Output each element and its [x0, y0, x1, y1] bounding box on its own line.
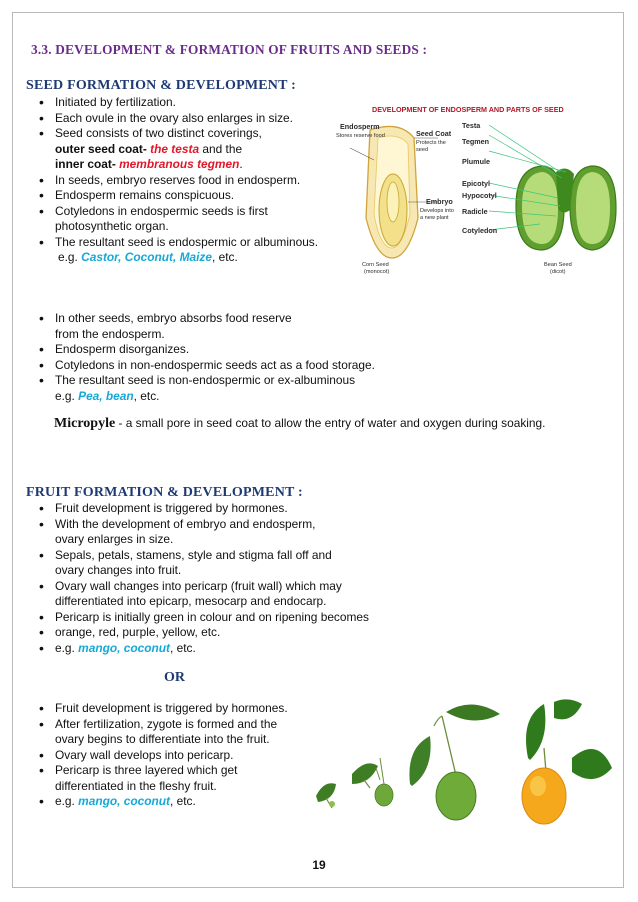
list-item: • Seed consists of two distinct coverings, outer seed coat- the testa and the inner coat- membranous tegmen.	[38, 126, 338, 173]
list-item: • Endosperm remains conspicuous.	[38, 188, 338, 204]
list-item: • orange, red, purple, yellow, etc.	[38, 625, 418, 641]
fruit-development-illustration	[306, 688, 622, 828]
label-corn-type: (monocot)	[364, 269, 390, 275]
label-cotyledon: Cotyledon	[462, 226, 498, 235]
page-number: 19	[312, 858, 326, 872]
micropyle-definition: Micropyle - a small pore in seed coat to allow the entry of water and oxygen during soaking.	[54, 416, 546, 431]
label-plumule: Plumule	[462, 157, 490, 166]
seed-bullet-list	[38, 95, 338, 250]
seed-example-endospermic: e.g. Castor, Coconut, Maize, etc.	[58, 250, 238, 264]
label-seed-coat: Seed Coat	[416, 129, 452, 138]
diagram-title: DEVELOPMENT OF ENDOSPERM AND PARTS OF SEED	[372, 105, 564, 114]
label-seed-coat-sub1: Protects the	[416, 140, 446, 146]
label-bean-type: (dicot)	[550, 269, 566, 275]
corn-seed-illustration	[350, 126, 418, 258]
label-epicotyl: Epicotyl	[462, 179, 490, 188]
seed-diagram	[330, 98, 620, 288]
list-item: • Initiated by fertilization.	[38, 95, 338, 111]
label-testa: Testa	[462, 121, 481, 130]
list-item: • Fruit development is triggered by hormones.	[38, 501, 418, 517]
list-item: • The resultant seed is endospermic or albuminous.	[38, 235, 338, 251]
micropyle-term: Micropyle	[54, 416, 116, 431]
list-item: • Cotyledons in non-endospermic seeds act as a food storage.	[38, 358, 598, 374]
fruit-alt-list	[38, 701, 318, 810]
list-item: • After fertilization, zygote is formed and the ovary begins to differentiate into the fruit.	[38, 717, 318, 748]
list-item: • Ovary wall develops into pericarp.	[38, 748, 318, 764]
section-heading: 3.3. DEVELOPMENT & FORMATION OF FRUITS AND SEEDS :	[31, 42, 428, 57]
label-radicle: Radicle	[462, 207, 488, 216]
list-item: • Endosperm disorganizes.	[38, 342, 598, 358]
label-hypocotyl: Hypocotyl	[462, 191, 497, 200]
list-item: • Each ovule in the ovary also enlarges in size.	[38, 111, 338, 127]
fruit-stage-4	[522, 699, 612, 824]
label-endosperm-sub: Stores reserve food	[336, 133, 385, 139]
fruit-stage-1	[316, 783, 336, 808]
list-item: • Pericarp is initially green in colour and on ripening becomes	[38, 610, 418, 626]
fruit-section-title: FRUIT FORMATION & DEVELOPMENT :	[26, 485, 303, 500]
seed-nonendo-list	[38, 311, 598, 404]
label-tegmen: Tegmen	[462, 137, 490, 146]
fruit-stage-2	[352, 758, 393, 806]
label-bean-seed: Bean Seed	[544, 262, 572, 268]
list-item: • Sepals, petals, stamens, style and stigma fall off and ovary changes into fruit.	[38, 548, 418, 579]
or-separator: OR	[164, 670, 185, 685]
fruit-bullet-list	[38, 501, 418, 656]
list-item: • With the development of embryo and endosperm, ovary enlarges in size.	[38, 517, 418, 548]
label-embryo-sub2: a new plant	[420, 215, 449, 221]
label-embryo-sub1: Develops into	[420, 208, 454, 214]
list-item: • In other seeds, embryo absorbs food reserve from the endosperm.	[38, 311, 598, 342]
seed-section-title: SEED FORMATION & DEVELOPMENT :	[26, 78, 296, 93]
list-item: • e.g. mango, coconut, etc.	[38, 794, 318, 810]
list-item: • Ovary wall changes into pericarp (fruit wall) which may differentiated into epicarp, mesocarp and endocarp.	[38, 579, 418, 610]
fruit-stage-3	[409, 704, 500, 820]
label-embryo: Embryo	[426, 197, 453, 206]
label-corn-seed: Corn Seed	[362, 262, 389, 268]
list-item: • The resultant seed is non-endospermic or ex-albuminous e.g. Pea, bean, etc.	[38, 373, 598, 404]
list-item: • Fruit development is triggered by hormones.	[38, 701, 318, 717]
list-item: • Cotyledons in endospermic seeds is first photosynthetic organ.	[38, 204, 338, 235]
list-item: • In seeds, embryo reserves food in endosperm.	[38, 173, 338, 189]
label-seed-coat-sub2: seed	[416, 147, 429, 153]
list-item: • e.g. mango, coconut, etc.	[38, 641, 418, 657]
label-endosperm: Endosperm	[340, 122, 380, 131]
bean-seed-illustration	[516, 166, 616, 250]
list-item: • Pericarp is three layered which get differentiated in the fleshy fruit.	[38, 763, 318, 794]
